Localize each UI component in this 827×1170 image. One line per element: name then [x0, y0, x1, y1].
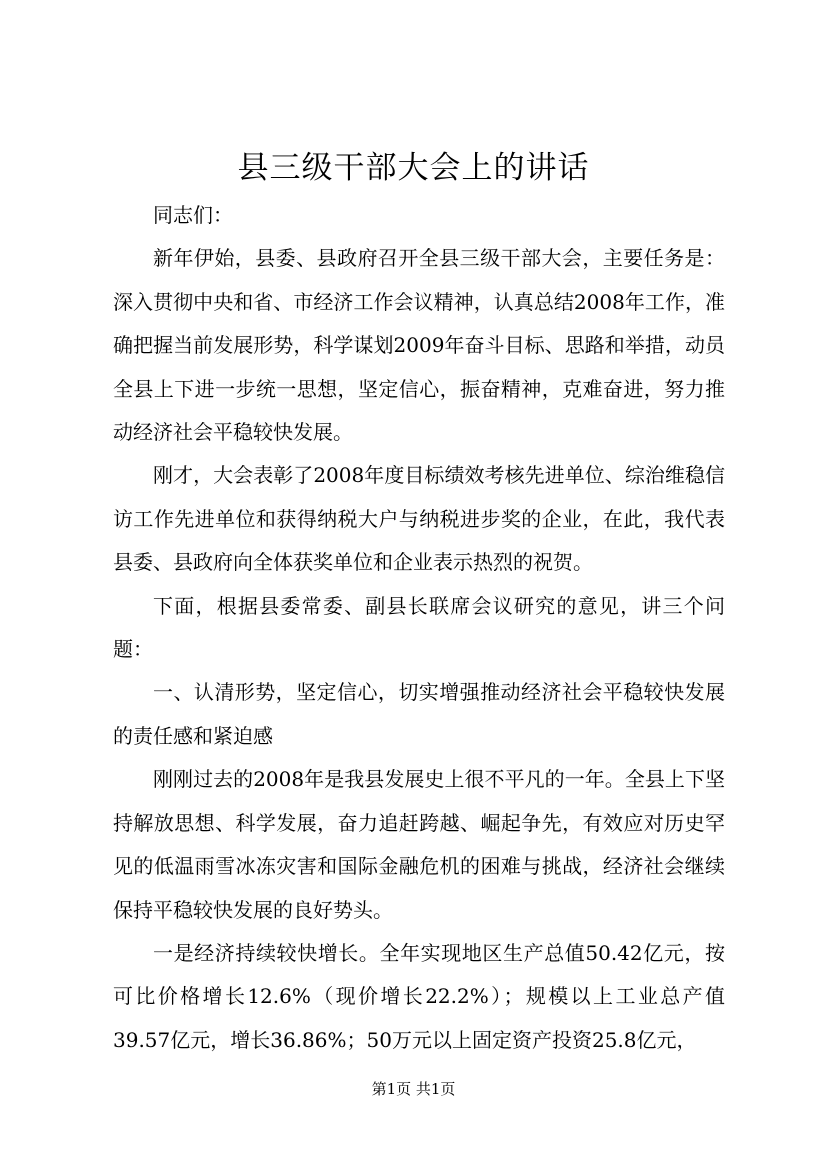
body-paragraph: 新年伊始，县委、县政府召开全县三级干部大会，主要任务是：深入贯彻中央和省、市经济工作会议精神，认真总结2008年工作，准确把握当前发展形势，科学谋划2009年奋斗目标、思路和举措，动员全县上下进一步统一思想，坚定信心，振奋精神，克难奋进，努力推动经济社会平稳较快发展。 [113, 246, 725, 445]
body-paragraph: 下面，根据县委常委、副县长联席会议研究的意见，讲三个问题： [113, 593, 725, 662]
body-paragraph: 刚才，大会表彰了2008年度目标绩效考核先进单位、综治维稳信访工作先进单位和获得纳税大户与纳税进步奖的企业，在此，我代表县委、县政府向全体获奖单位和企业表示热烈的祝贺。 [113, 463, 725, 575]
body-paragraph: 刚刚过去的2008年是我县发展史上很不平凡的一年。全县上下坚持解放思想、科学发展，奋力追赶跨越、崛起争先，有效应对历史罕见的低温雨雪冰冻灾害和国际金融危机的困难与挑战，经济社会继续保持平稳较快发展的良好势头。 [113, 767, 725, 922]
body-paragraph: 一是经济持续较快增长。全年实现地区生产总值50.42亿元，按可比价格增长12.6%（现价增长22.2%）；规模以上工业总产值39.57亿元，增长36.86%；50万元以上固定资产投资25.8亿元， [113, 940, 725, 1052]
page-footer: 第1页 共1页 [371, 1080, 456, 1098]
document-body [113, 194, 725, 1062]
section-heading: 一、认清形势，坚定信心，切实增强推动经济社会平稳较快发展的责任感和紧迫感 [113, 680, 725, 748]
document-title: 县三级干部大会上的讲话 [237, 150, 590, 186]
salutation-paragraph: 同志们： [153, 203, 233, 227]
